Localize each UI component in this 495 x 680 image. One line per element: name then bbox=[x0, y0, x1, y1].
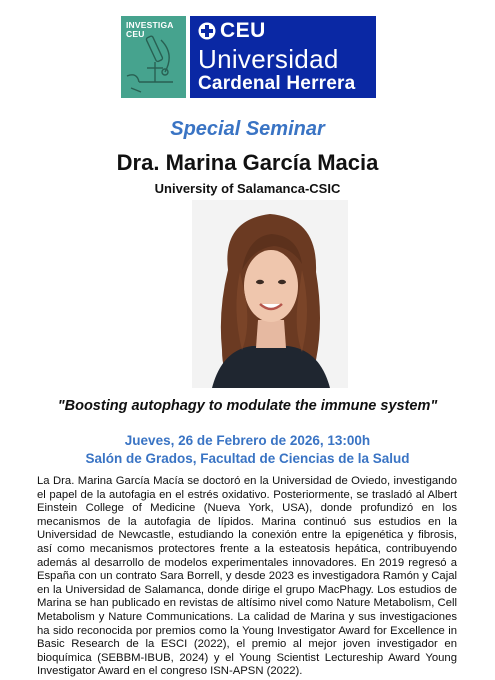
investiga-line: INVESTIGA bbox=[126, 20, 174, 30]
ceu-brand: CEU bbox=[220, 19, 266, 42]
cardenal-herrera-text: Cardenal Herrera bbox=[198, 73, 356, 94]
speaker-photo bbox=[192, 200, 348, 388]
ceu-line: CEU bbox=[126, 29, 145, 39]
seminar-label: Special Seminar bbox=[170, 118, 325, 140]
ceu-universidad-logo bbox=[190, 16, 376, 98]
event-venue: Salón de Grados, Facultad de Ciencias de la Salud bbox=[85, 451, 410, 466]
speaker-affiliation: University of Salamanca-CSIC bbox=[154, 181, 341, 196]
event-date: Jueves, 26 de Febrero de 2026, 13:00h bbox=[124, 433, 371, 448]
speaker-name: Dra. Marina García Macia bbox=[116, 150, 379, 175]
speaker-bio: La Dra. Marina García Macía se doctoró en la Universidad de Oviedo, investigando el papel de la autofagia en el estrés oxidativo. Posteriormente, se trasladó al Albert Einstein College of Medicine (Nueva York, USA), donde profundizó en los mecanismos de la autofagia de lípidos. Marina continuó sus estudios en la Universidad de Newcastle, estudiando la conexión entre la epigenética y fibrosis, así como mecanismos protectores frente a la esteatosis hepática, contribuyendo además al desarrollo de modelos experimentales innovadores. En 2019 regresó a España con un contrato Sara Borrell, y desde 2023 es investigadora Ramón y Cajal en la Universidad de Salamanca, donde dirige el grupo MacPhagy. Los estudios de Marina se han publicado en revistas de altísimo nivel como Nature Metabolism, Cell Metabolism y Nature Communications. La calidad de Marina y sus investigaciones ha sido reconocida por premios como la Young Investigator Award for Excellence in Basic Research de la ESCI (2022), el premio al mejor joven investigador en bioquímica (SEBBM-IBUB, 2024) y el Young Scientist Lectureship Award Young Investigator Award en el congreso ISN-APSN (2022). bbox=[37, 475, 457, 678]
investiga-ceu-text bbox=[126, 21, 174, 39]
talk-title: "Boosting autophagy to modulate the immune system" bbox=[57, 398, 438, 414]
investiga-ceu-logo bbox=[121, 16, 186, 98]
ceu-cross-icon bbox=[198, 22, 216, 40]
universidad-text: Universidad bbox=[198, 44, 339, 74]
